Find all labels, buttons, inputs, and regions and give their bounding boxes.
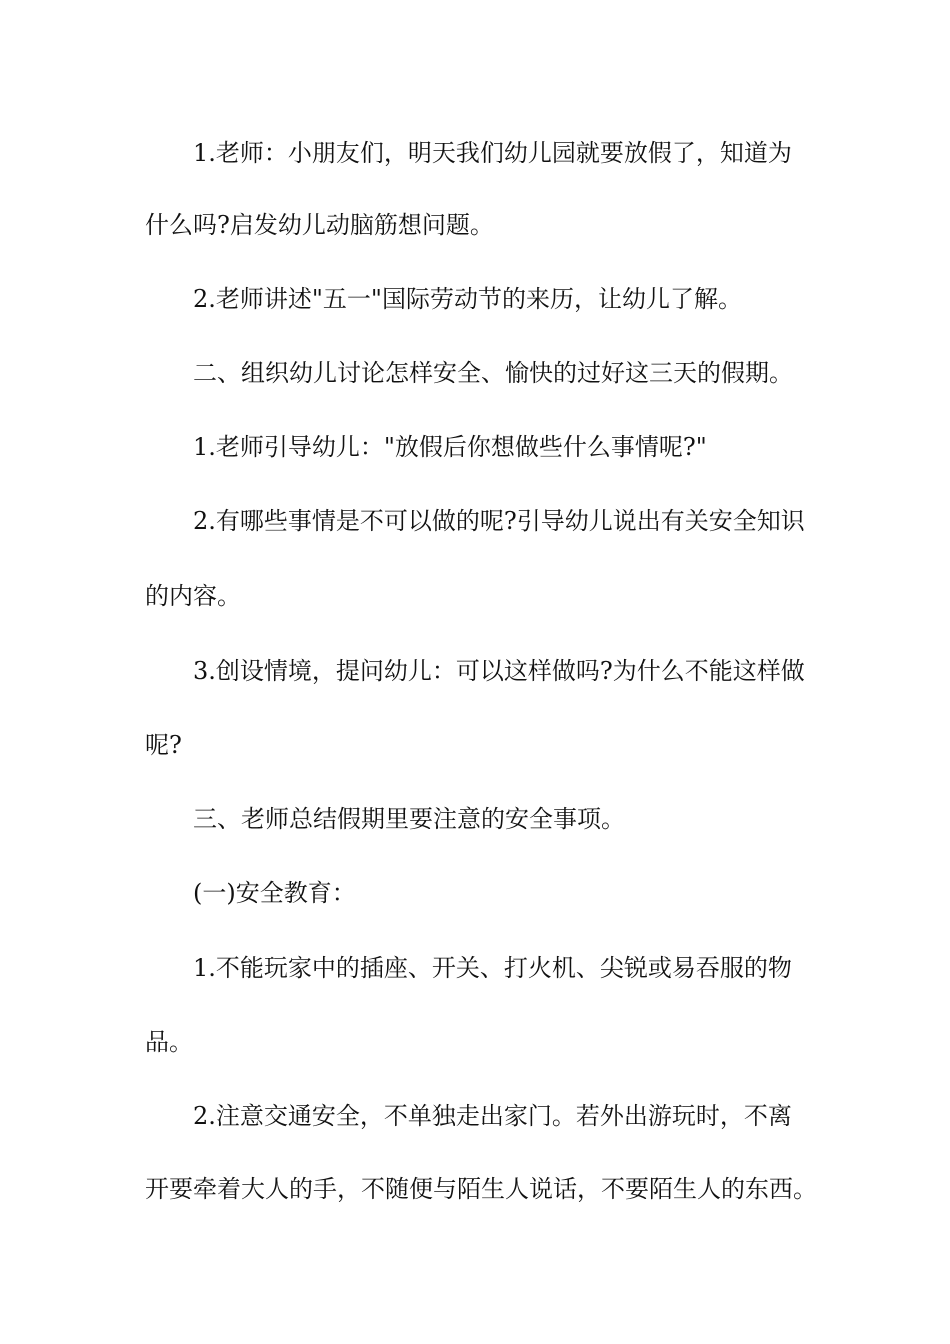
text-line-5: 1.老师引导幼儿："放假后你想做些什么事情呢?" xyxy=(193,433,707,461)
text-line-6: 2.有哪些事情是不可以做的呢?引导幼儿说出有关安全知识 xyxy=(193,507,805,535)
text-line-1: 1.老师：小朋友们，明天我们幼儿园就要放假了，知道为 xyxy=(193,139,792,167)
text-line-15: 开要牵着大人的手，不随便与陌生人说话，不要陌生人的东西。 xyxy=(145,1175,817,1203)
text-line-14: 2.注意交通安全，不单独走出家门。若外出游玩时，不离 xyxy=(193,1102,792,1130)
text-line-2: 什么吗?启发幼儿动脑筋想问题。 xyxy=(145,211,494,239)
text-line-7: 的内容。 xyxy=(145,582,241,610)
text-line-13: 品。 xyxy=(145,1028,193,1056)
text-line-3: 2.老师讲述"五一"国际劳动节的来历，让幼儿了解。 xyxy=(193,285,742,313)
text-line-9: 呢? xyxy=(145,731,182,759)
text-line-12: 1.不能玩家中的插座、开关、打火机、尖锐或易吞服的物 xyxy=(193,954,792,982)
text-line-8: 3.创设情境，提问幼儿：可以这样做吗?为什么不能这样做 xyxy=(193,657,805,685)
text-line-10: 三、老师总结假期里要注意的安全事项。 xyxy=(193,805,625,833)
text-line-11: (一)安全教育： xyxy=(193,879,356,907)
text-line-4: 二、组织幼儿讨论怎样安全、愉快的过好这三天的假期。 xyxy=(193,359,793,387)
